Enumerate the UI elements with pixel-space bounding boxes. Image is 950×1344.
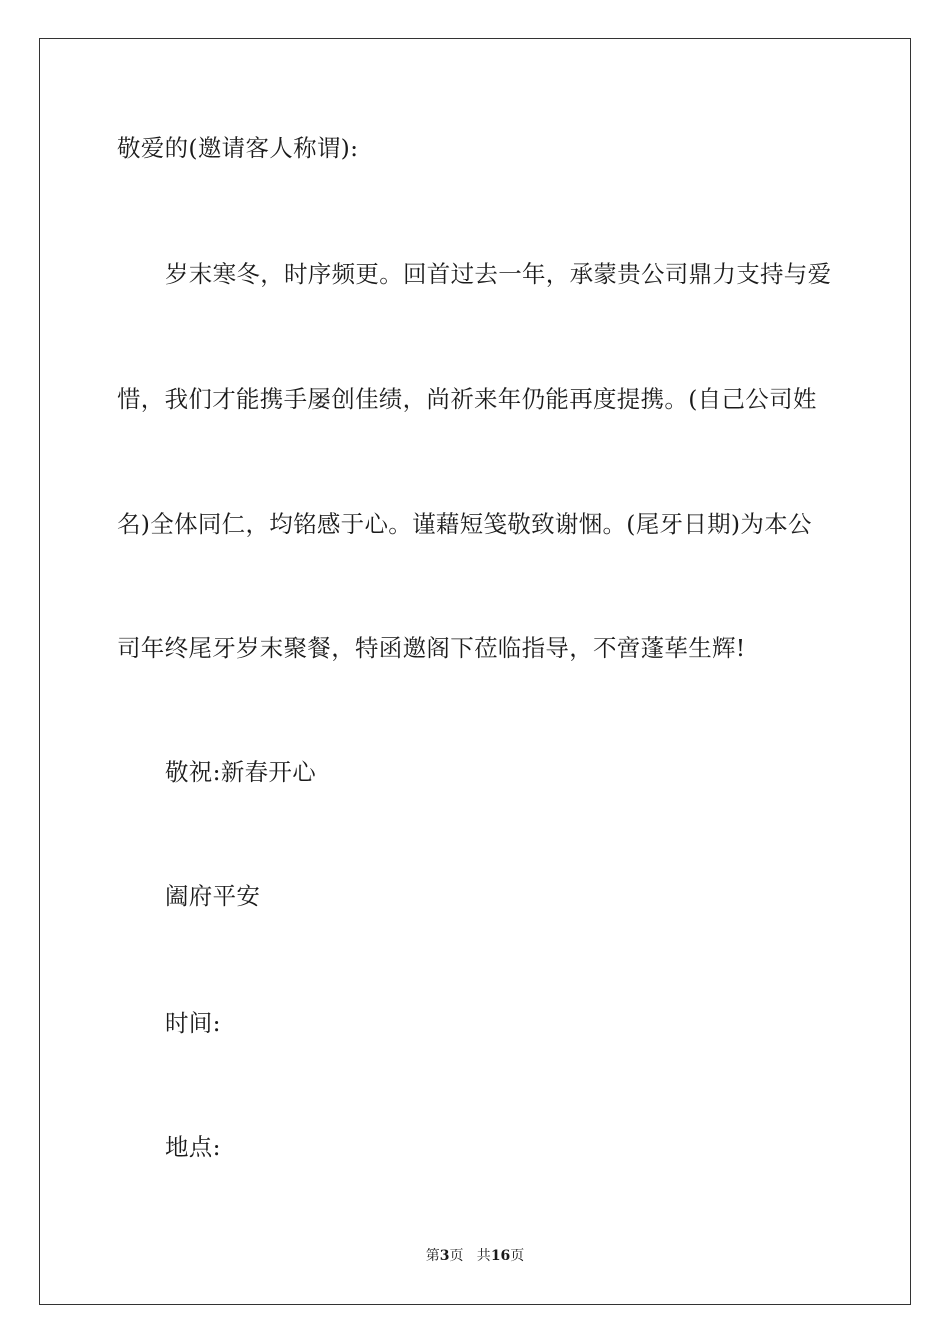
time-label: 时间:: [165, 1009, 221, 1037]
page-border: [39, 38, 911, 1305]
footer-total-pages: 16: [490, 1248, 511, 1264]
footer-page-number: 3: [439, 1248, 450, 1264]
footer-total-suffix: 页: [510, 1248, 525, 1264]
closing-wish: 敬祝:新春开心: [165, 758, 317, 786]
footer-page-suffix: 页 共: [449, 1248, 491, 1264]
footer-page-prefix: 第: [425, 1248, 440, 1264]
paragraph-line-1: 岁末寒冬，时序频更。回首过去一年，承蒙贵公司鼎力支持与爱: [165, 260, 832, 288]
paragraph-line-3: 名)全体同仁，均铭感于心。谨藉短笺敬致谢悃。(尾牙日期)为本公: [117, 510, 812, 538]
paragraph-line-2: 惜，我们才能携手屡创佳绩，尚祈来年仍能再度提携。(自己公司姓: [117, 385, 817, 413]
paragraph-line-4: 司年终尾牙岁末聚餐，特函邀阁下莅临指导，不啻蓬荜生辉!: [117, 634, 746, 662]
place-label: 地点:: [165, 1133, 221, 1161]
closing-wish-2: 阖府平安: [165, 882, 261, 910]
page-footer: [0, 1247, 950, 1265]
salutation: 敬爱的(邀请客人称谓):: [117, 134, 359, 162]
